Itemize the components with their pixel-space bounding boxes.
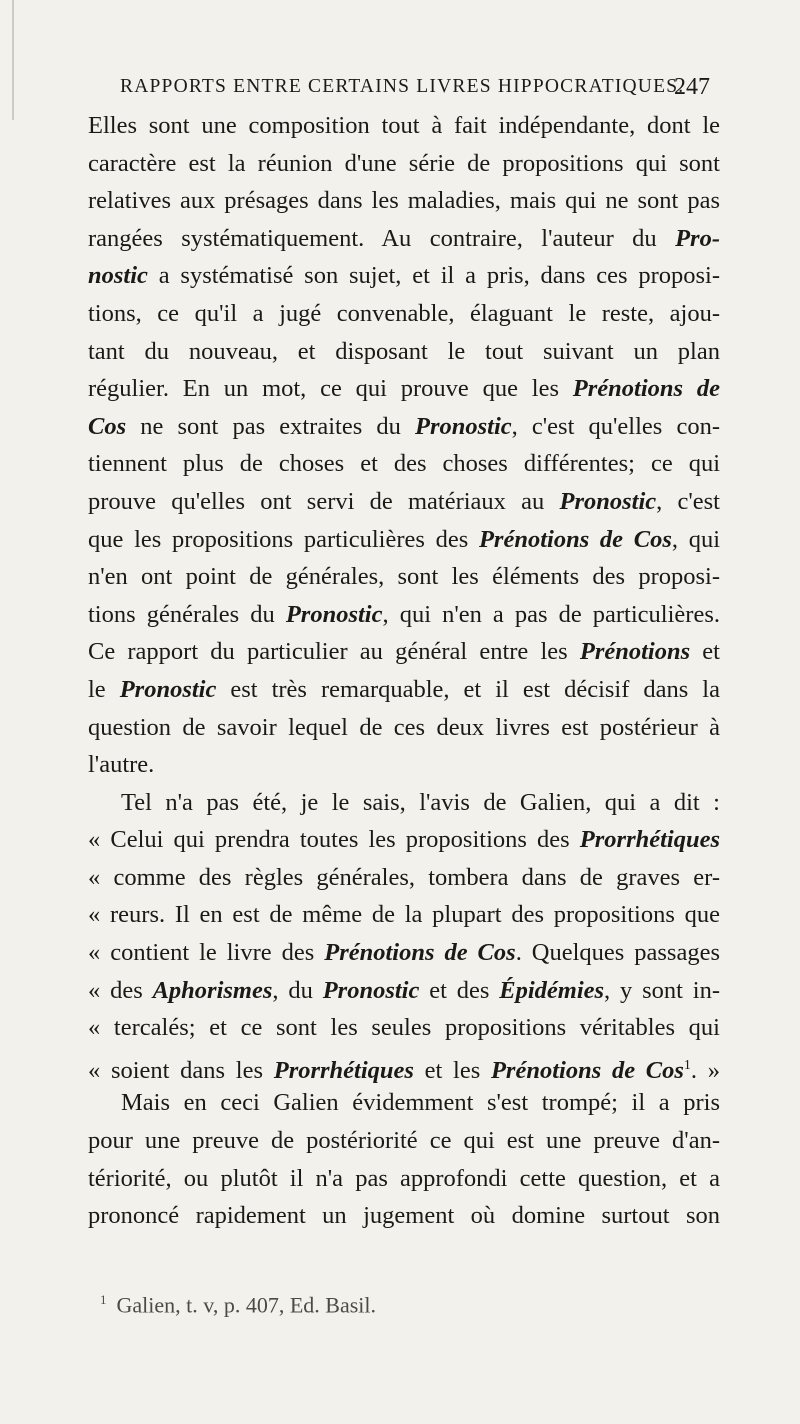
text-run: régulier. En un mot, ce qui prouve que les bbox=[88, 375, 573, 403]
text-run: l'autre. bbox=[88, 751, 155, 779]
text-line bbox=[88, 1122, 720, 1160]
text-line bbox=[88, 1160, 720, 1198]
text-line bbox=[88, 107, 720, 145]
text-run: prouve qu'elles ont servi de matériaux au bbox=[88, 487, 560, 515]
footnote-mark: 1 bbox=[100, 1292, 107, 1307]
text-line bbox=[88, 1084, 720, 1122]
text-line bbox=[88, 220, 720, 258]
text-line bbox=[88, 445, 720, 483]
text-line bbox=[88, 1009, 720, 1047]
italic-title: Pro- bbox=[675, 224, 720, 252]
running-header-title: RAPPORTS ENTRE CERTAINS LIVRES HIPPOCRATIQUES. bbox=[120, 76, 685, 97]
text-run: « comme des règles générales, tombera dans de graves er- bbox=[88, 863, 720, 891]
text-line bbox=[88, 671, 720, 709]
text-run: Elles sont une composition tout à fait indépendante, dont le bbox=[88, 112, 720, 139]
text-line bbox=[88, 596, 720, 634]
text-run: Tel n'a pas été, je le sais, l'avis de Galien, qui a dit : bbox=[121, 788, 720, 816]
text-run: rangées systématiquement. Au contraire, l'auteur du bbox=[88, 224, 676, 252]
text-run: « soient dans les bbox=[88, 1057, 274, 1084]
text-run: pour une preuve de postériorité ce qui est une preuve d'an- bbox=[88, 1127, 720, 1155]
text-line bbox=[88, 257, 720, 295]
italic-title: Pronostic bbox=[414, 412, 512, 440]
text-line bbox=[88, 521, 720, 559]
text-line bbox=[88, 408, 720, 446]
text-run: , qui bbox=[671, 525, 721, 553]
text-run: , du bbox=[272, 976, 323, 1004]
text-run: tant du nouveau, et disposant le tout suivant un plan bbox=[88, 337, 720, 365]
footnote bbox=[100, 1292, 700, 1318]
text-line bbox=[88, 972, 720, 1010]
text-run: « tercalés; et ce sont les seules propositions véritables qui bbox=[88, 1014, 720, 1042]
text-run: n'en ont point de générales, sont les éléments des proposi- bbox=[88, 563, 720, 591]
text-run: , c'est qu'elles con- bbox=[511, 412, 720, 440]
italic-title: Prorrhétiques bbox=[273, 1057, 414, 1084]
text-run: « Celui qui prendra toutes les propositions des bbox=[88, 826, 580, 854]
text-run: . Quelques passages bbox=[515, 939, 720, 967]
italic-title: Prorrhétiques bbox=[579, 826, 720, 854]
text-line bbox=[88, 145, 720, 183]
text-run: , c'est bbox=[656, 487, 720, 515]
text-run: , qui n'en a pas de particulières. bbox=[382, 600, 720, 628]
text-line bbox=[88, 370, 720, 408]
text-line bbox=[88, 934, 720, 972]
text-line bbox=[88, 709, 720, 747]
text-line bbox=[88, 483, 720, 521]
text-run: prononcé rapidement un jugement où domine surtout son bbox=[88, 1202, 720, 1230]
text-run: et les bbox=[413, 1057, 491, 1084]
italic-title: Épidémies bbox=[499, 976, 605, 1004]
text-line bbox=[88, 295, 720, 333]
text-run: le bbox=[88, 675, 120, 703]
italic-title: Prénotions bbox=[579, 638, 691, 666]
text-line bbox=[88, 333, 720, 371]
text-run: et des bbox=[419, 976, 500, 1004]
text-run: . » bbox=[690, 1057, 720, 1084]
text-run: , y sont in- bbox=[604, 976, 721, 1004]
text-line bbox=[88, 558, 720, 596]
text-run: question de savoir lequel de ces deux livres est postérieur à bbox=[88, 713, 720, 741]
text-run: est très remarquable, et il est décisif dans la bbox=[216, 675, 720, 703]
text-line bbox=[88, 784, 720, 822]
text-run: a systématisé son sujet, et il a pris, dans ces proposi- bbox=[147, 262, 720, 290]
footnote-ref: 1 bbox=[683, 1057, 691, 1073]
text-run: « reurs. Il en est de même de la plupart des propositions que bbox=[88, 901, 720, 929]
italic-title: Prénotions de Cos bbox=[324, 939, 516, 967]
text-line bbox=[88, 859, 720, 897]
text-run: tériorité, ou plutôt il n'a pas approfondi cette question, et a bbox=[88, 1164, 720, 1192]
text-run: Ce rapport du particulier au général entre les bbox=[88, 638, 580, 666]
text-line bbox=[88, 896, 720, 934]
text-run: relatives aux présages dans les maladies, mais qui ne sont pas bbox=[88, 187, 720, 215]
body-text bbox=[88, 107, 720, 1235]
page-edge bbox=[12, 0, 14, 120]
text-run: « contient le livre des bbox=[88, 939, 325, 967]
italic-title: Aphorismes bbox=[152, 976, 273, 1004]
footnote-text: Galien, t. v, p. 407, Ed. Basil. bbox=[116, 1292, 376, 1318]
text-run: ne sont pas extraites du bbox=[126, 412, 415, 440]
page-number: 247 bbox=[674, 74, 710, 100]
text-line bbox=[88, 1047, 720, 1085]
text-run: que les propositions particulières des bbox=[88, 525, 479, 553]
italic-title: Prénotions de Cos bbox=[478, 525, 672, 553]
text-run: et bbox=[690, 638, 720, 666]
italic-title: Prénotions de Cos bbox=[490, 1057, 684, 1084]
italic-title: Pronostic bbox=[322, 976, 420, 1004]
italic-title: Cos bbox=[88, 412, 127, 440]
text-run: Mais en ceci Galien évidemment s'est trompé; il a pris bbox=[121, 1089, 720, 1117]
text-line bbox=[88, 821, 720, 859]
text-run: « des bbox=[88, 976, 153, 1004]
running-header bbox=[120, 74, 710, 100]
text-line bbox=[88, 1197, 720, 1235]
text-line bbox=[88, 746, 720, 784]
italic-title: Pronostic bbox=[285, 600, 383, 628]
text-run: caractère est la réunion d'une série de propositions qui sont bbox=[88, 149, 720, 177]
text-line bbox=[88, 633, 720, 671]
text-run: tions générales du bbox=[88, 600, 286, 628]
italic-title: nostic bbox=[88, 262, 148, 290]
text-run: tions, ce qu'il a jugé convenable, élaguant le reste, ajou- bbox=[88, 299, 720, 327]
text-run: tiennent plus de choses et des choses différentes; ce qui bbox=[88, 450, 720, 478]
italic-title: Pronostic bbox=[119, 675, 217, 703]
italic-title: Pronostic bbox=[559, 487, 657, 515]
text-line bbox=[88, 182, 720, 220]
italic-title: Prénotions de bbox=[572, 375, 720, 403]
